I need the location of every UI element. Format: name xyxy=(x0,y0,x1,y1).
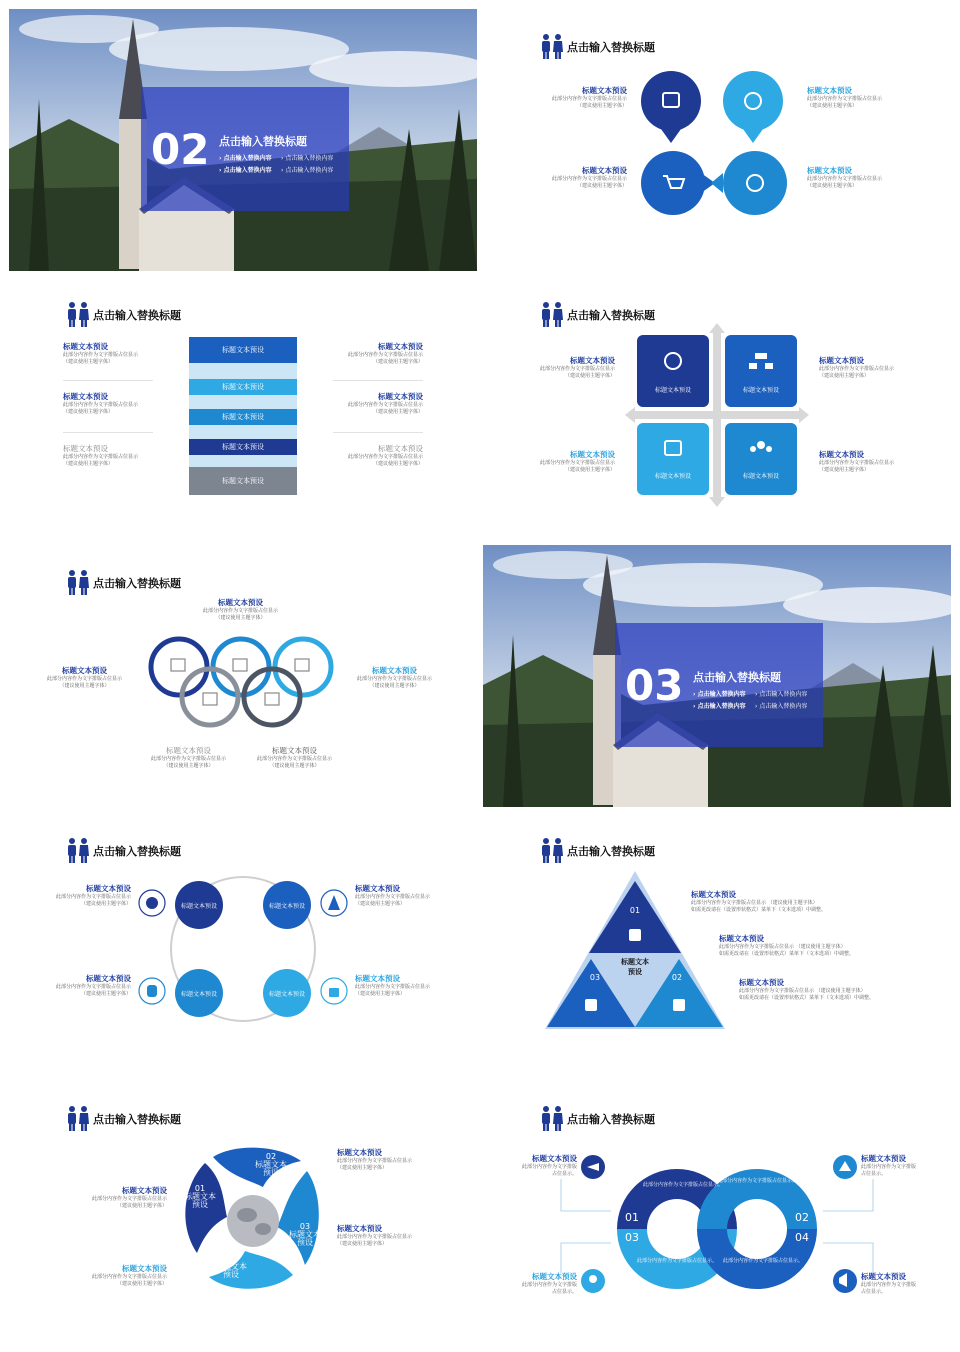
restroom-icon xyxy=(673,999,685,1011)
slide-rings[interactable] xyxy=(9,545,477,807)
divider xyxy=(333,432,423,433)
tile-3-label[interactable]: 标题文本预设 xyxy=(654,473,691,480)
item-right-1[interactable]: 标题文本预设 此部分内容作为文字排版占位显示 （建议使用主题字体） xyxy=(807,86,883,109)
ring-text-1[interactable]: 此部分内容作为文字排版占位显示。 xyxy=(643,1182,724,1188)
item-left-1[interactable]: 标题文本预设 此部分内容作为文字排版占位显示 （建议使用主题字体） xyxy=(91,1186,167,1209)
segment-3-label[interactable]: 03 标题文本 预设 xyxy=(289,1222,321,1247)
slide-header xyxy=(65,569,181,595)
item-bottom-left[interactable]: 标题文本预设 此部分内容作为文字排版占位显示 （建议使用主题字体） xyxy=(151,746,227,769)
bullet-3[interactable]: › 点击输入替换内容 xyxy=(219,167,272,174)
item-right[interactable]: 标题文本预设 此部分内容作为文字排版占位显示 （建议使用主题字体） xyxy=(357,666,433,689)
chart-icon xyxy=(171,659,185,671)
ring-text-4[interactable]: 此部分内容作为文字排版占位显示。 xyxy=(723,1258,804,1264)
slide-bubbles[interactable] xyxy=(483,9,951,271)
tile-4-label[interactable]: 标题文本预设 xyxy=(742,473,779,480)
segment-2-label[interactable]: 02 标题文本 预设 xyxy=(255,1152,287,1177)
divider xyxy=(63,380,153,381)
divider xyxy=(333,380,423,381)
slide-infinity[interactable] xyxy=(483,1081,951,1343)
tri-num-1: 01 xyxy=(629,906,641,915)
people-icon xyxy=(539,301,565,327)
header-title[interactable]: 点击输入替换标题 xyxy=(567,845,655,858)
bar-1-label[interactable]: 标题文本预设 xyxy=(222,346,264,354)
item-right-1[interactable]: 标题文本预设 此部分内容作为文字排版占位显示 （建议使用主题字体） xyxy=(337,1148,413,1171)
slide-cycle[interactable] xyxy=(9,813,477,1075)
node-3-label[interactable]: 标题文本预设 xyxy=(180,991,217,998)
item-right-1[interactable]: 标题文本预设 此部分内容作为文字排版占位显示 （建议使用主题字体） xyxy=(355,884,431,907)
left-item-3[interactable]: 标题文本预设 此部分内容作为文字排版占位显示 （建议使用主题字体） xyxy=(63,444,139,467)
person-icon xyxy=(585,999,597,1011)
globe-image xyxy=(227,1195,279,1247)
bullet-3[interactable]: › 点击输入替换内容 xyxy=(693,703,746,710)
bullet-2[interactable]: › 点击输入替换内容 xyxy=(755,691,808,698)
bullet-4[interactable]: › 点击输入替换内容 xyxy=(281,167,334,174)
section-number: 02 xyxy=(151,125,210,174)
item-left-1[interactable]: 标题文本预设 此部分内容作为文字排版占位显示 （建议使用主题字体） xyxy=(551,86,627,109)
bullet-2[interactable]: › 点击输入替换内容 xyxy=(281,155,334,162)
node-1-label[interactable]: 标题文本预设 xyxy=(180,903,217,910)
people-icon xyxy=(65,837,91,863)
chart-icon xyxy=(203,693,217,705)
header-title[interactable]: 点击输入替换标题 xyxy=(567,309,655,322)
bullet-4[interactable]: › 点击输入替换内容 xyxy=(755,703,808,710)
slide-triangle[interactable] xyxy=(483,813,951,1075)
tri-num-3: 03 xyxy=(589,973,601,982)
connector-lines xyxy=(483,1081,951,1343)
chart-icon xyxy=(233,659,247,671)
header-title[interactable]: 点击输入替换标题 xyxy=(567,1113,655,1126)
item-left-2[interactable]: 标题文本预设 此部分内容作为文字排版占位显示 （建议使用主题字体） xyxy=(539,450,615,473)
hand-icon xyxy=(147,985,157,997)
section-band xyxy=(141,87,349,211)
bubble-diagram xyxy=(633,61,823,221)
lock-icon xyxy=(329,988,339,997)
chart-icon xyxy=(295,659,309,671)
ring-num-1: 01 xyxy=(625,1211,639,1224)
bar-2-label[interactable]: 标题文本预设 xyxy=(222,383,264,391)
people-icon xyxy=(539,33,565,59)
header-title[interactable]: 点击输入替换标题 xyxy=(567,41,655,54)
right-item-3[interactable]: 标题文本预设 此部分内容作为文字排版占位显示 （建议使用主题字体） xyxy=(347,444,423,467)
section-02-slide[interactable] xyxy=(9,9,477,271)
mic-icon xyxy=(589,1275,597,1283)
ring-text-3[interactable]: 此部分内容作为文字排版占位显示。 xyxy=(637,1258,718,1264)
people-icon xyxy=(65,569,91,595)
tile-1-label[interactable]: 标题文本预设 xyxy=(654,387,691,394)
item-left-2[interactable]: 标题文本预设 此部分内容作为文字排版占位显示 （建议使用主题字体） xyxy=(551,166,627,189)
sitemap-icon xyxy=(755,353,767,359)
group-icon xyxy=(757,441,765,449)
item-left-1[interactable]: 标题文本预设 此部分内容作为文字排版占位显示 （建议使用主题字体） xyxy=(539,356,615,379)
bullet-1[interactable]: › 点击输入替换内容 xyxy=(219,155,272,162)
inf-item-4[interactable]: 标题文本预设 此部分内容作为文字排版 占位显示。 xyxy=(861,1272,917,1295)
right-item-2[interactable]: 标题文本预设 此部分内容作为文字排版占位显示 （建议使用主题字体） xyxy=(347,392,423,415)
slide-pinwheel[interactable] xyxy=(9,1081,477,1343)
header-title[interactable]: 点击输入替换标题 xyxy=(93,577,181,590)
bar-5-label[interactable]: 标题文本预设 xyxy=(222,477,264,485)
bar-4-label[interactable]: 标题文本预设 xyxy=(222,443,264,451)
cycle-diagram xyxy=(129,869,357,1029)
header-title[interactable]: 点击输入替换标题 xyxy=(93,309,181,322)
chart-icon xyxy=(265,693,279,705)
item-left-1[interactable]: 标题文本预设 此部分内容作为文字排版占位显示 （建议使用主题字体） xyxy=(55,884,131,907)
left-item-1[interactable]: 标题文本预设 此部分内容作为文字排版占位显示 （建议使用主题字体） xyxy=(63,342,139,365)
header-title[interactable]: 点击输入替换标题 xyxy=(93,1113,181,1126)
family-icon xyxy=(629,929,641,941)
slide-header xyxy=(539,837,655,863)
divider xyxy=(63,432,153,433)
people-icon xyxy=(65,301,91,327)
segment-4-label[interactable]: 04 标题文本 预设 xyxy=(215,1254,247,1279)
header-title[interactable]: 点击输入替换标题 xyxy=(93,845,181,858)
tile-2-label[interactable]: 标题文本预设 xyxy=(742,387,779,394)
slide-header xyxy=(65,301,181,327)
slide-header xyxy=(65,837,181,863)
tri-item-2[interactable]: 标题文本预设 此部分内容作为文字排版占位显示 （建议使用主题字体） 如需更改请在（设置形状格式）菜单下（文本选项）中调整。 xyxy=(719,934,855,957)
section-number: 03 xyxy=(625,661,684,710)
slide-header xyxy=(539,33,655,59)
tri-item-3[interactable]: 标题文本预设 此部分内容作为文字排版占位显示 （建议使用主题字体） 如需更改请在（设置形状格式）菜单下（文本选项）中调整。 xyxy=(739,978,875,1001)
tri-num-2: 02 xyxy=(671,973,683,982)
item-right-2[interactable]: 标题文本预设 此部分内容作为文字排版占位显示 （建议使用主题字体） xyxy=(355,974,431,997)
ring-num-3: 03 xyxy=(625,1231,639,1244)
section-03-slide[interactable] xyxy=(483,545,951,807)
left-item-2[interactable]: 标题文本预设 此部分内容作为文字排版占位显示 （建议使用主题字体） xyxy=(63,392,139,415)
node-4-label[interactable]: 标题文本预设 xyxy=(268,991,305,998)
bar-3-label[interactable]: 标题文本预设 xyxy=(222,413,264,421)
tri-item-1[interactable]: 标题文本预设 此部分内容作为文字排版占位显示 （建议使用主题字体） 如需更改请在（设置形状格式）菜单下（文本选项）中调整。 xyxy=(691,890,827,913)
item-right-2[interactable]: 标题文本预设 此部分内容作为文字排版占位显示 （建议使用主题字体） xyxy=(337,1224,413,1247)
section-band xyxy=(615,623,823,747)
item-right-2[interactable]: 标题文本预设 此部分内容作为文字排版占位显示 （建议使用主题字体） xyxy=(807,166,883,189)
item-right-2[interactable]: 标题文本预设 此部分内容作为文字排版占位显示 （建议使用主题字体） xyxy=(819,450,895,473)
people-icon xyxy=(539,837,565,863)
slide-header xyxy=(65,1105,181,1131)
inf-item-1[interactable]: 标题文本预设 此部分内容作为文字排版 占位显示。 xyxy=(521,1154,577,1177)
right-item-1[interactable]: 标题文本预设 此部分内容作为文字排版占位显示 （建议使用主题字体） xyxy=(347,342,423,365)
inf-item-3[interactable]: 标题文本预设 此部分内容作为文字排版 占位显示。 xyxy=(861,1154,917,1177)
item-bottom-right[interactable]: 标题文本预设 此部分内容作为文字排版占位显示 （建议使用主题字体） xyxy=(257,746,333,769)
gear-icon xyxy=(146,897,158,909)
people-icon xyxy=(65,1105,91,1131)
ring-num-4: 04 xyxy=(795,1231,809,1244)
item-right-1[interactable]: 标题文本预设 此部分内容作为文字排版占位显示 （建议使用主题字体） xyxy=(819,356,895,379)
segment-1-label[interactable]: 01 标题文本 预设 xyxy=(184,1184,216,1209)
tri-center-label[interactable]: 标题文本 预设 xyxy=(621,958,649,976)
inf-item-2[interactable]: 标题文本预设 此部分内容作为文字排版 占位显示。 xyxy=(521,1272,577,1295)
item-left[interactable]: 标题文本预设 此部分内容作为文字排版占位显示 （建议使用主题字体） xyxy=(47,666,123,689)
slide-bars[interactable] xyxy=(9,277,477,539)
section-title[interactable]: 点击输入替换标题 xyxy=(219,135,307,148)
slide-tiles[interactable] xyxy=(483,277,951,539)
item-left-2[interactable]: 标题文本预设 此部分内容作为文字排版占位显示 （建议使用主题字体） xyxy=(91,1264,167,1287)
item-top[interactable]: 标题文本预设 此部分内容作为文字排版占位显示 （建议使用主题字体） xyxy=(203,598,279,621)
slide-header xyxy=(539,301,655,327)
ring-text-2[interactable]: 此部分内容作为文字排版占位显示。 xyxy=(717,1178,798,1184)
olympic-rings xyxy=(145,633,345,733)
item-left-2[interactable]: 标题文本预设 此部分内容作为文字排版占位显示 （建议使用主题字体） xyxy=(55,974,131,997)
section-title[interactable]: 点击输入替换标题 xyxy=(693,671,781,684)
bullet-1[interactable]: › 点击输入替换内容 xyxy=(693,691,746,698)
ring-num-2: 02 xyxy=(795,1211,809,1224)
node-2-label[interactable]: 标题文本预设 xyxy=(268,903,305,910)
